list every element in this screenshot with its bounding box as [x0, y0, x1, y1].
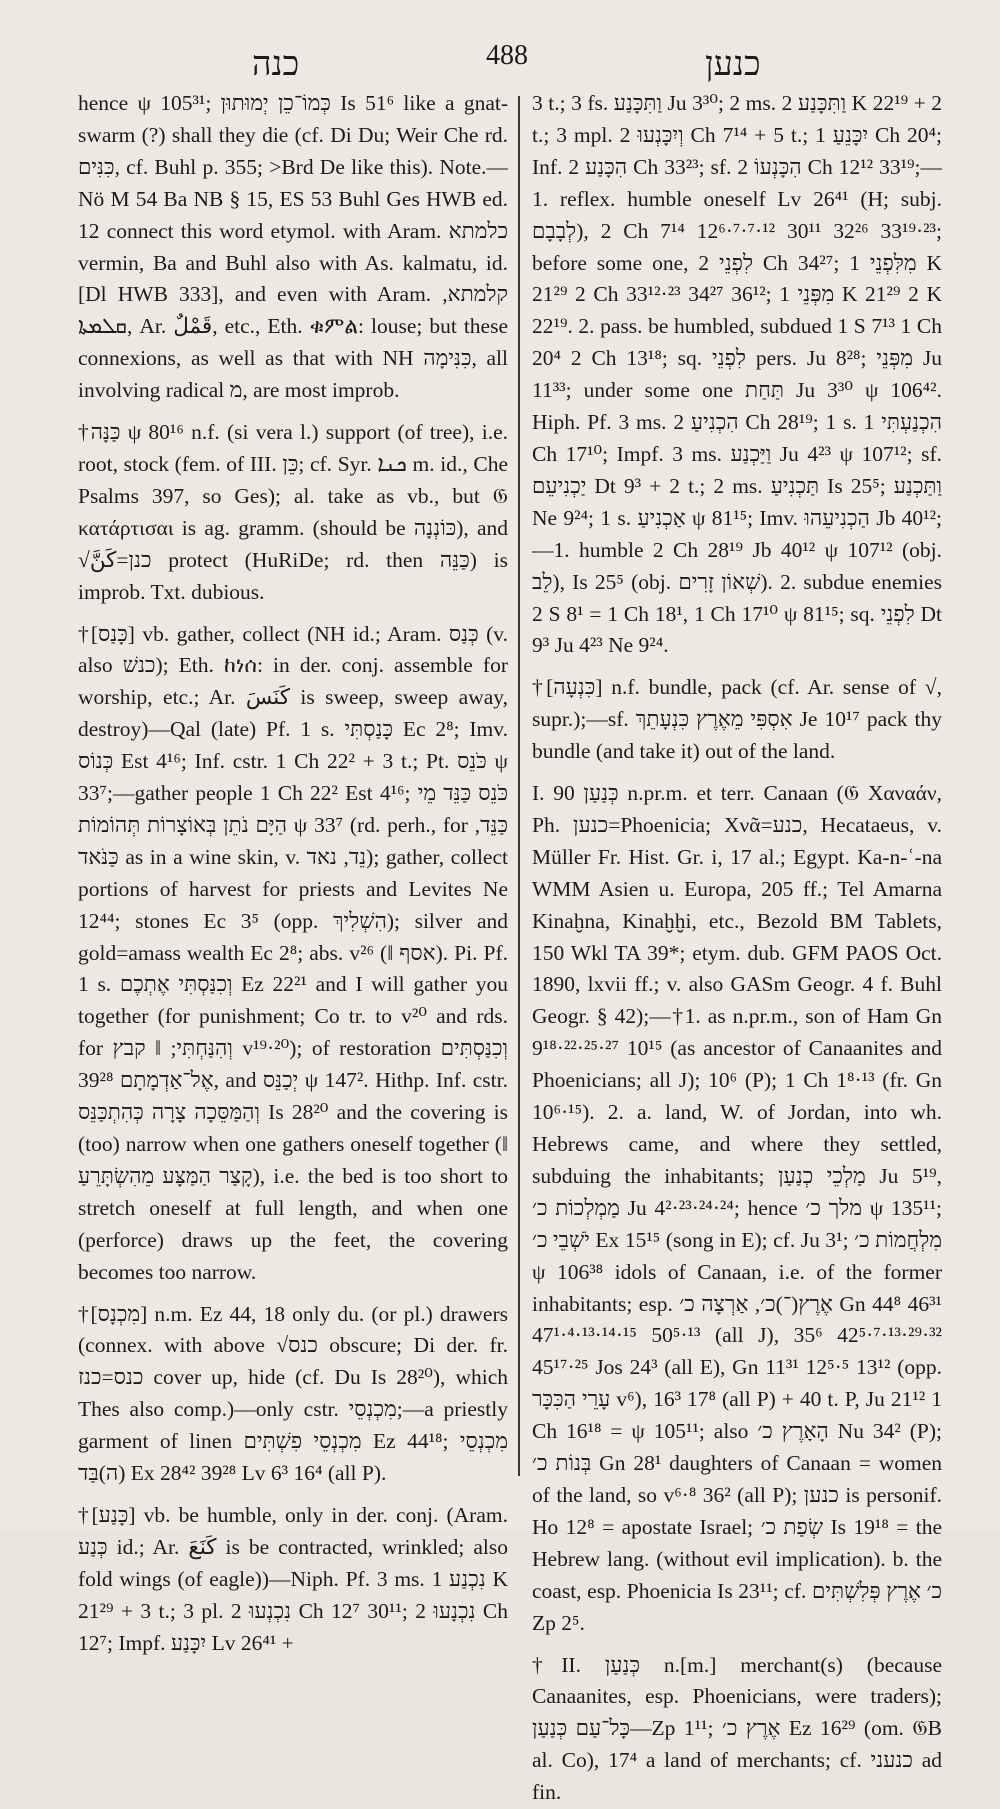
page-header: [0, 38, 1000, 88]
entry-canaan-1: I. כְּנַעַן 90 n.pr.m. et terr. Canaan (𝔊 Χαναάν, Ph. כנען=Phoenicia; Χνᾶ=כנע, Hecataeus, v. Müller Fr. Hist. Gr. i, 17 al.; Egypt. Ka-n-ʿ-na WMM Asien u. Europa, 205 ff.; Tel Amarna Kinaḫna, Kinaḫḫi, etc., Bezold BM Tablets, 150 Wkl TA 39*; etym. dub. GFM PAOS Oct. 1890, lxvii ff.; v. also GASm Geogr. 4 f. Buhl Geogr. § 42);—†1. as n.pr.m., son of Ham Gn 9¹⁸·²²·²⁵·²⁷ 10¹⁵ (as ancestor of Canaanites and Phoenicians; all J); 10⁶ (P); 1 Ch 1⁸·¹³ (fr. Gn 10⁶·¹⁵). 2. a. land, W. of Jordan, into wh. Hebrews came, and where they settled, subduing the inhabitants; מַלְכֵי כְנַעַן Ju 5¹⁹, מַמְלְכוֹת כ׳ Ju 4²·²³·²⁴·²⁴; hence מלך כ׳ ψ 135¹¹; יֹשְׁבֵי כ׳ Ex 15¹⁵ (song in E); cf. Ju 3¹; מִלְחֲמוֹת כ׳ ψ 106³⁸ idols of Canaan, i.e. of the former inhabitants; esp. אֶרֶץ(־)כ׳, אַרְצָה כ׳ Gn 44⁸ 46³¹ 47¹·⁴·¹³·¹⁴·¹⁵ 50⁵·¹³ (all J), 35⁶ 42⁵·⁷·¹³·²⁹·³² 45¹⁷·²⁵ Jos 24³ (all E), Gn 11³¹ 12⁵·⁵ 13¹² (opp. עָרֵי הַכִּכָּר v⁶), 16³ 17⁸ (all P) + 40 t. P, Ju 21¹² 1 Ch 16¹⁸ = ψ 105¹¹; also הָאָרֶץ כ׳ Nu 34² (P); בְּנוֹת כ׳ Gn 28¹ daughters of Canaan = women of the land, so v⁶·⁸ 36² (all P); כנען is personif. Ho 12⁸ = apostate Israel; שְׂפַת כ׳ Is 19¹⁸ = the Hebrew lang. (without evil implication). b. the coast, esp. Phoenicia Is 23¹¹; cf. כ׳ אֶרֶץ פְּלִשְׁתִּים Zp 2⁵.: [532, 778, 942, 1639]
left-column: [78, 88, 508, 1488]
entry-kinah: †[כִּנְעָה] n.f. bundle, pack (cf. Ar. sense of √, supr.);—sf. אִסְפִּי מֵאֶרֶץ כִּנְעָתֵךְ Je 10¹⁷ pack thy bundle (and take it) out of the land.: [532, 672, 942, 768]
left-running-headword: כנה: [252, 44, 299, 84]
entry-continuation: hence ψ 105³¹; כְּמוֹ־כֵן יְמוּתוּן Is 51⁶ like a gnat-swarm (?) shall they die (cf. Di Du; Weir Che rd. כִּנִּים, cf. Buhl p. 355; >Brd De like this). Note.—Nö M 54 Ba NB § 15, ES 53 Buhl Ges HWB ed. 12 connect this word etymol. with Aram. כלמתא vermin, Ba and Buhl also with As. kalmatu, id. [Dl HWB 333], and even with Aram. קלמתא, ܩܠܡܬܐ, Ar. قَمْلٌ, etc., Eth. ቁምል: louse; but these connexions, as well as that with NH כִּנִּימָה, all involving radical מ, are most improb.: [78, 88, 508, 407]
right-column: [532, 88, 942, 1488]
entry-kana: †[כָּנַע] vb. be humble, only in der. conj. (Aram. כְּנַע id.; Ar. كَنَعَ is be contracted, wrinkled; also fold wings (of eagle))—Niph. Pf. 3 ms. נִכְנַע 1 K 21²⁹ + 3 t.; 3 pl. נִכְנְעוּ 2 Ch 12⁷ 30¹¹; נִכְנָעוּ 2 Ch 12⁷; Impf. יִכָּנַע Lv 26⁴¹ +: [78, 1500, 508, 1660]
page-number: 488: [486, 40, 528, 72]
column-divider: [518, 96, 520, 1476]
right-running-headword: כנען: [705, 44, 761, 84]
entry-kana-continuation: 3 t.; 3 fs. וַתִּכָּנַע Ju 3³⁰; 2 ms. וַתִּכָּנַע 2 K 22¹⁹ + 2 t.; 3 mpl. וְיִכָּנְעוּ 2 Ch 7¹⁴ + 5 t.; יִכָּנֵעַ 1 Ch 20⁴; Inf. הִכָּנַע 2 Ch 33²³; sf. הִכָּנְעוֹ 2 Ch 12¹² 33¹⁹;—1. reflex. humble oneself Lv 26⁴¹ (H; subj. לְבָבָם), 2 Ch 7¹⁴ 12⁶·⁷·⁷·¹² 30¹¹ 32²⁶ 33¹⁹·²³; before some one, לִפְנֵי 2 Ch 34²⁷; מִלִּפְנֵי 1 K 21²⁹ 2 Ch 33¹²·²³ 34²⁷ 36¹²; מִפְּנֵי 1 K 21²⁹ 2 K 22¹⁹. 2. pass. be humbled, subdued 1 S 7¹³ 1 Ch 20⁴ 2 Ch 13¹⁸; sq. לִפְנֵי pers. Ju 8²⁸; מִפְּנֵי Ju 11³³; under some one תַּחַת Ju 3³⁰ ψ 106⁴². Hiph. Pf. 3 ms. הִכְנִיעַ 2 Ch 28¹⁹; 1 s. הִכְנַעְתִּי 1 Ch 17¹⁰; Impf. 3 ms. וַיַּכְנַע Ju 4²³ ψ 107¹²; sf. יַכְנִיעֵם Dt 9³ + 2 t.; 2 ms. תַּכְנִיעַ Is 25⁵; וַתַּכְנַע Ne 9²⁴; 1 s. אַכְנִיעַ ψ 81¹⁵; Imv. הַכְנִיעֵהוּ Jb 40¹²;—1. humble 2 Ch 28¹⁹ Jb 40¹² ψ 107¹² (obj. לֵב), Is 25⁵ (obj. שְׁאוֹן זָרִים). 2. subdue enemies 2 S 8¹ = 1 Ch 18¹, 1 Ch 17¹⁰ ψ 81¹⁵; sq. לִפְנֵי Dt 9³ Ju 4²³ Ne 9²⁴.: [532, 88, 942, 662]
entry-mikhnas: †[מִכְנָס] n.m. Ez 44, 18 only du. (or pl.) drawers (connex. with above √כנס obscure; Di der. fr. כנס=כנז cover up, hide (cf. Du Is 28²⁰), which Thes also comp.)—only cstr. מִכְנְסֵי;—a priestly garment of linen מִכְנְסֵי פִשְׁתִּים Ez 44¹⁸; מִכְנְסֵי (ה)בַּד Ex 28⁴² 39²⁸ Lv 6³ 16⁴ (all P).: [78, 1299, 508, 1490]
entry-kannah: †כַּנָּה ψ 80¹⁶ n.f. (si vera l.) support (of tree), i.e. root, stock (fem. of III. כֵּן; cf. Syr. ܟܢܐ m. id., Che Psalms 397, so Ges); al. take as vb., but 𝔊 κατάρτισαι is ag. gramm. (should be כּוֹנְנָה), and √כנן=كَنَّ protect (HuRiDe; rd. then כַּנֵּה) is improb. Txt. dubious.: [78, 417, 508, 608]
entry-canaan-2: †II. כְּנַעַן n.[m.] merchant(s) (because Canaanites, esp. Phoenicians, were traders); כָּל־עַם כְּנַעַן—Zp 1¹¹; אֶרֶץ כ׳ Ez 16²⁹ (om. 𝔊B al. Co), 17⁴ a land of merchants; cf. כנעני ad fin.: [532, 1650, 942, 1809]
entry-kanas: †[כָּנַס] vb. gather, collect (NH id.; Aram. כְּנַס (v. also כנשׁ); Eth. ከነሰ: in der. conj. assemble for worship, etc.; Ar. كَنَسَ is sweep, sweep away, destroy)—Qal (late) Pf. 1 s. כָּנַסְתִּי Ec 2⁸; Imv. כְּנוֹס Est 4¹⁶; Inf. cstr. 1 Ch 22² + 3 t.; Pt. כֹּנֵס ψ 33⁷;—gather people 1 Ch 22² Est 4¹⁶; כֹּנֵס כַּנֵּד מֵי הַיָּם נֹתֵן בְּאוֹצָרוֹת תְּהוֹמוֹת ψ 33⁷ (rd. perh., for כַּנֵּד, כַּנֹּאד as in a wine skin, v. נֵד, נאד); gather, collect portions of harvest for priests and Levites Ne 12⁴⁴; stones Ec 3⁵ (opp. הִשְׁלִיךְ); silver and gold=amass wealth Ec 2⁸; abs. v²⁶ (‖ אסף). Pi. Pf. 1 s. וְכִנַּסְתִּי אֶתְכֶם Ez 22²¹ and I will gather you together (for punishment; Co tr. to v²⁰ and rds. for וְהִנַּחְתִּי; ‖ קבץ v¹⁹·²⁰); of restoration וְכִנַּסְתִּים אֶל־אַדְמָתָם 39²⁸, and יְכַנֵּס ψ 147². Hithp. Inf. cstr. וְהַמַּסֵּכָה צָרָה כְּהִתְכַּנֵּס Is 28²⁰ and the covering is (too) narrow when one gathers oneself together (‖ קָצַר הַמַּצָּע מֵהִשְׂתָּרֵעַ), i.e. the bed is too short to stretch oneself at full length, and when one (perforce) draws up the feet, the covering becomes too narrow.: [78, 619, 508, 1289]
